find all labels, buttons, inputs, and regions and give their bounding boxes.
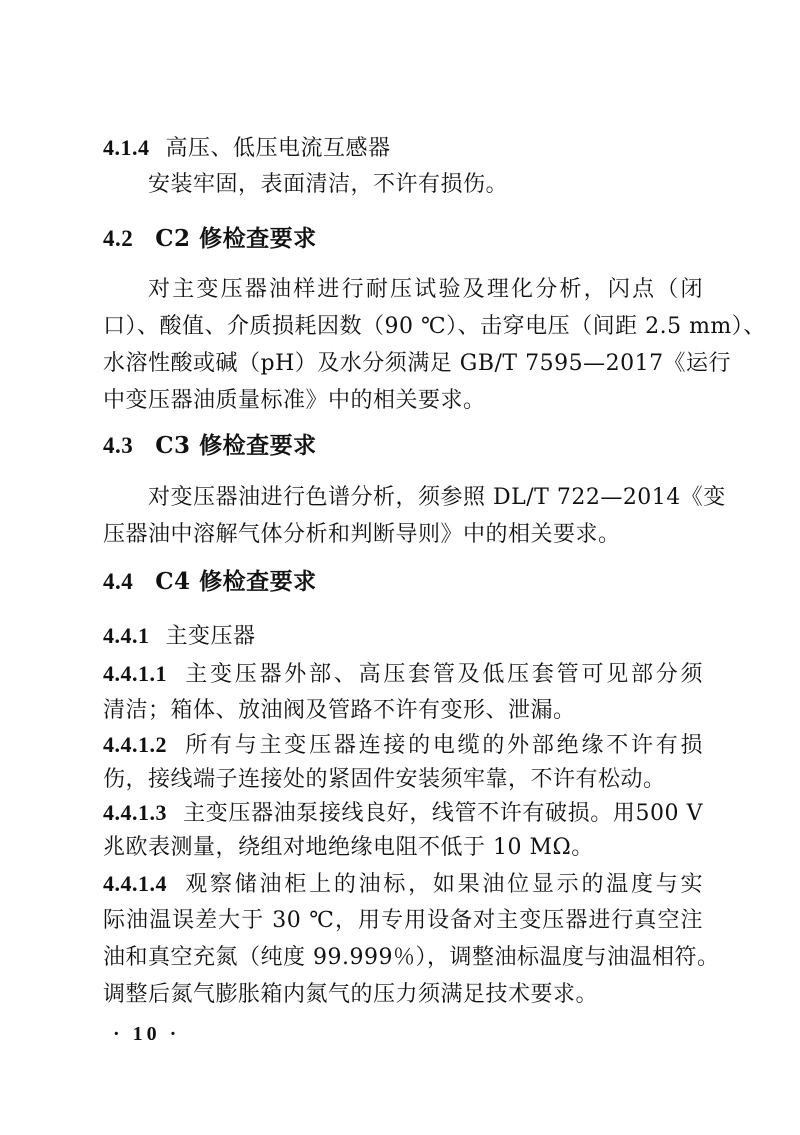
paragraph-line: 对主变压器油样进行耐压试验及理化分析，闪点（闭 [148,277,703,302]
heading-4-4-1 [103,621,703,652]
clause-text: 主变压器外部、高压套管及低压套管可见部分须 [183,662,703,687]
section-number: 4.2 [103,226,134,251]
paragraph-line: 清洁；箱体、放油阀及管路不许有变形、泄漏。 [103,698,576,723]
paragraph-line: 际油温误差大于 30 ℃，用专用设备对主变压器进行真空注 [103,908,703,933]
clause-4-4-1-1 [103,659,703,690]
paragraph-line: 压器油中溶解气体分析和判断导则》中的相关要求。 [103,522,621,547]
clause-number: 4.4.1.3 [103,800,167,825]
clause-text: 观察储油柜上的油标，如果油位显示的温度与实 [183,872,703,897]
section-title: 主变压器 [165,624,256,649]
heading-4-1-4 [103,133,703,164]
clause-text: 主变压器油泵接线良好，线管不许有破损。用500 V [183,801,703,826]
section-title: 高压、低压电流互感器 [165,136,391,161]
section-number: 4.3 [103,433,134,458]
paragraph-line: 伤，接线端子连接处的紧固件安装须牢靠，不许有松动。 [103,767,666,792]
clause-text: 所有与主变压器连接的电缆的外部绝缘不许有损 [183,733,703,758]
paragraph-line: 兆欧表测量，绕组对地绝缘电阻不低于 10 MΩ。 [103,835,594,860]
paragraph-line: 水溶性酸或碱（pH）及水分须满足 GB/T 7595—2017《运行 [103,351,732,376]
paragraph-line: 口）、酸值、介质损耗因数（90 ℃）、击穿电压（间距 2.5 mm）、 [103,314,766,339]
paragraph-line: 安装牢固，表面清洁，不许有损伤。 [148,172,509,197]
section-number: 4.4.1 [103,623,150,648]
heading-4-4 [103,567,703,597]
clause-4-4-1-2 [103,730,703,761]
paragraph-line: 油和真空充氮（纯度 99.999％），调整油标温度与油温相符。 [103,945,720,970]
clause-number: 4.4.1.4 [103,871,167,896]
section-title: C4 修检查要求 [155,568,317,595]
section-title: C3 修检查要求 [155,432,317,459]
page-number: · 10 · [113,1023,181,1045]
section-title: C2 修检查要求 [155,225,317,252]
clause-4-4-1-4 [103,869,703,900]
clause-number: 4.4.1.2 [103,732,167,757]
paragraph-line: 对变压器油进行色谱分析，须参照 DL/T 722—2014《变 [148,485,726,510]
heading-4-3 [103,431,703,461]
paragraph-line: 中变压器油质量标准》中的相关要求。 [103,388,486,413]
clause-4-4-1-3 [103,798,703,829]
section-number: 4.1.4 [103,135,150,160]
paragraph-line: 调整后氮气膨胀箱内氮气的压力须满足技术要求。 [103,982,599,1007]
section-number: 4.4 [103,569,134,594]
heading-4-2 [103,224,703,254]
clause-number: 4.4.1.1 [103,661,167,686]
